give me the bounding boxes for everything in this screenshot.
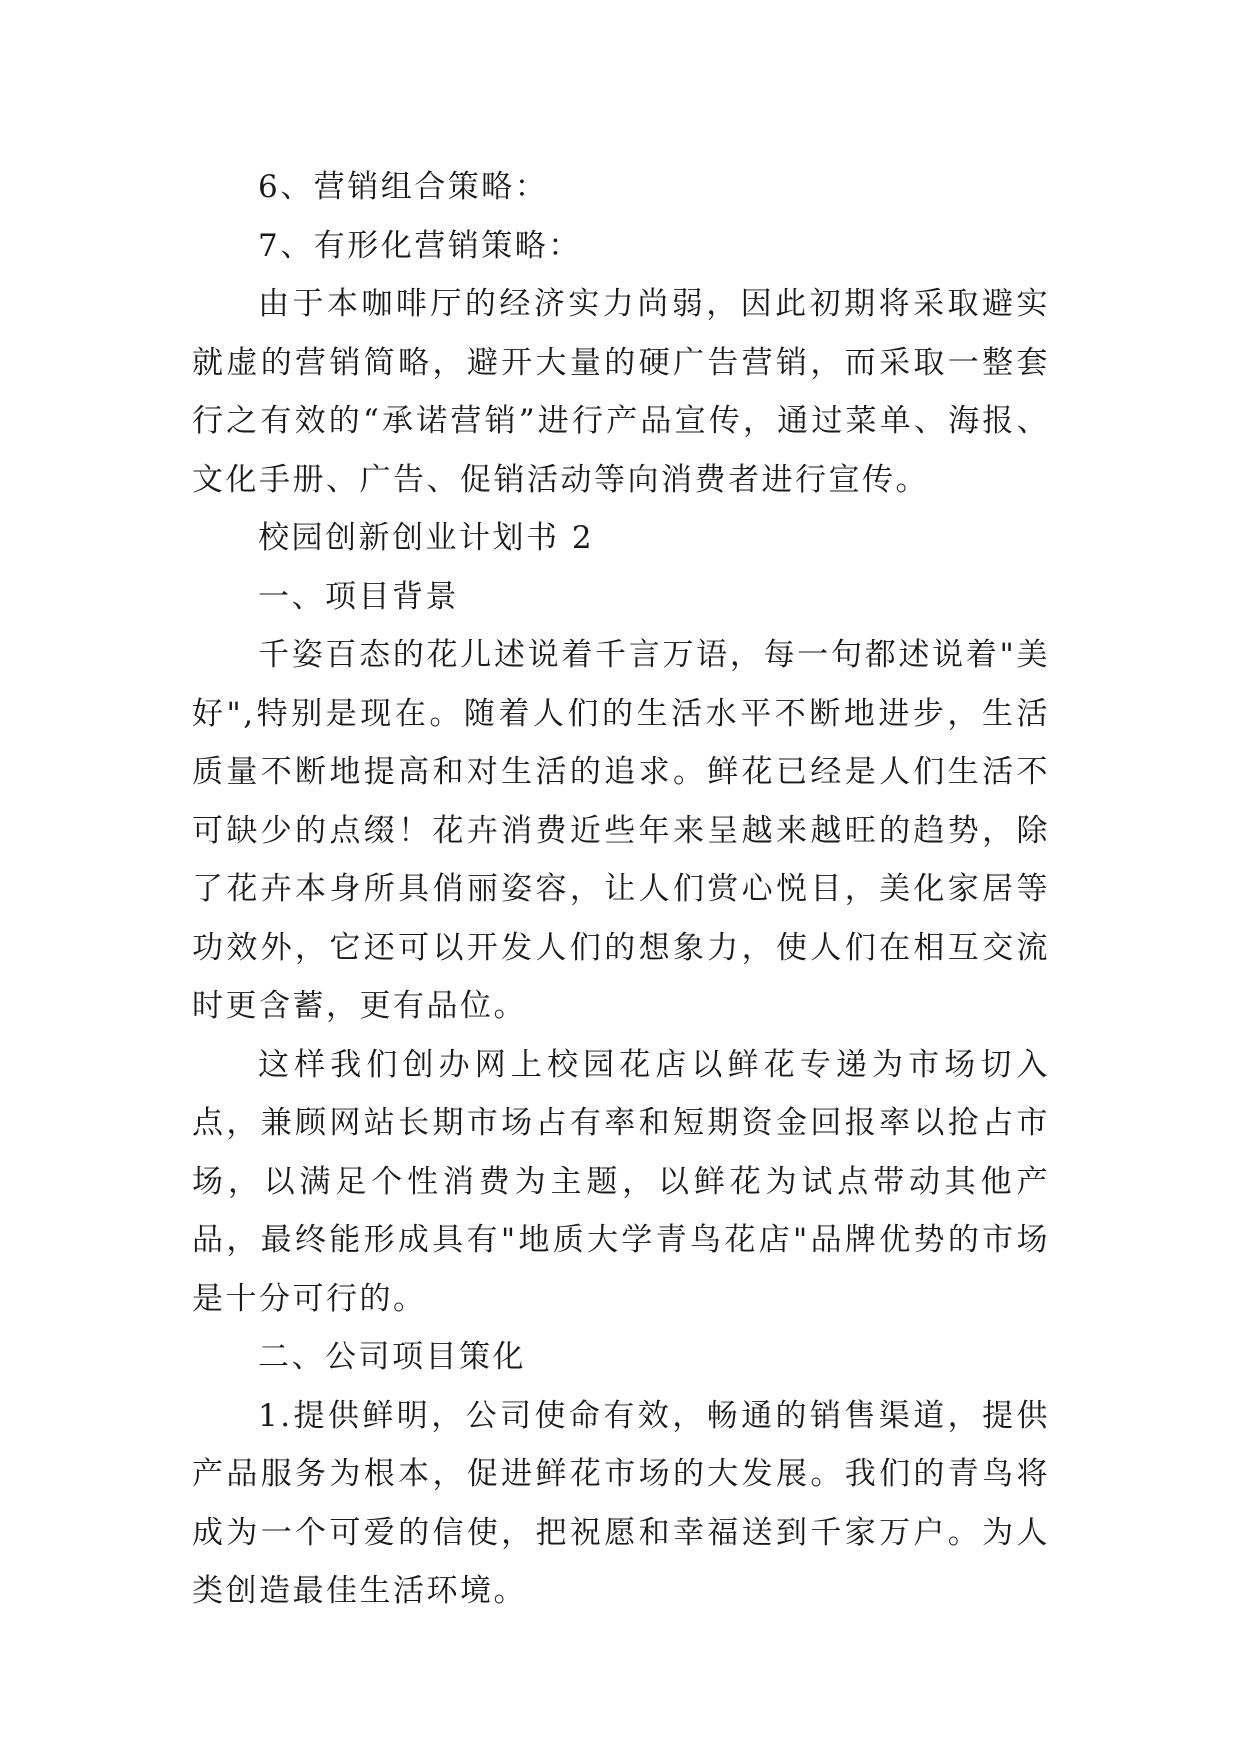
paragraph-flowers-background: 千姿百态的花儿述说着千言万语，每一句都述说着"美好",特别是现在。随着人们的生活水平不断地进步，生活质量不断地提高和对生活的追求。鲜花已经是人们生活不可缺少的点缀！花卉消费近些年来呈越来越旺的趋势，除了花卉本身所具俏丽姿容，让人们赏心悦目，美化家居等功效外，它还可以开发人们的想象力，使人们在相互交流时更含蓄，更有品位。 (192, 637, 1050, 1024)
paragraph-tangible-marketing: 7、有形化营销策略： (258, 227, 582, 264)
paragraph-cafe-strategy: 由于本咖啡厅的经济实力尚弱，因此初期将采取避实就虚的营销简略，避开大量的硬广告营销，而采取一整套行之有效的“承诺营销”进行产品宣传，通过菜单、海报、文化手册、广告、促销活动等向消费者进行宣传。 (192, 286, 1050, 498)
heading-company-planning: 二、公司项目策化 (258, 1339, 526, 1375)
paragraph-online-flower-shop: 这样我们创办网上校园花店以鲜花专递为市场切入点，兼顾网站长期市场占有率和短期资金回报率以抢占市场，以满足个性消费为主题，以鲜花为试点带动其他产品，最终能形成具有"地质大学青鸟花店"品牌优势的市场是十分可行的。 (192, 1046, 1050, 1317)
paragraph-marketing-mix: 6、营销组合策略： (258, 169, 549, 205)
paragraph-company-mission: 1.提供鲜明，公司使命有效，畅通的销售渠道，提供产品服务为根本，促进鲜花市场的大发展。我们的青鸟将成为一个可爱的信使，把祝愿和幸福送到千家万户。为人类创造最佳生活环境。 (192, 1397, 1050, 1609)
document-body (192, 158, 1050, 1621)
heading-project-background: 一、项目背景 (258, 578, 459, 615)
section-title-plan-2: 校园创新创业计划书 2 (258, 520, 595, 556)
